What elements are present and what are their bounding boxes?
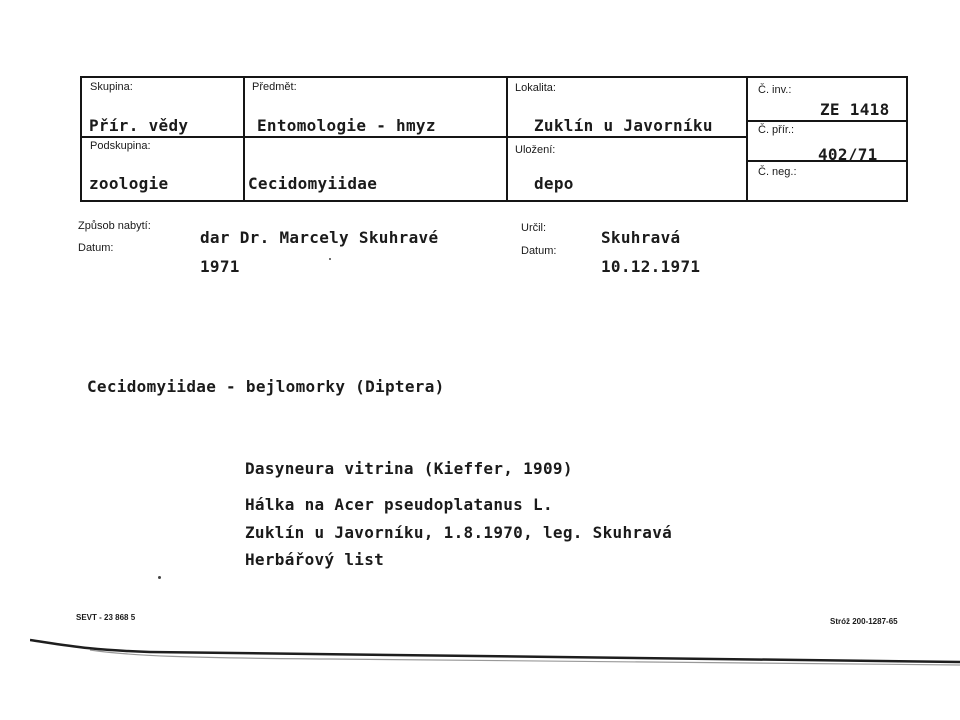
col-divider-1 [243, 78, 245, 200]
body-line: Dasyneura vitrina (Kieffer, 1909) [245, 459, 573, 478]
urcil-datum-label: Datum: [521, 245, 557, 257]
row-divider [82, 136, 746, 138]
datum-label: Datum: [78, 242, 114, 254]
skupina-label: Skupina: [90, 81, 133, 93]
body-line: Zuklín u Javorníku, 1.8.1970, leg. Skuhravá [245, 523, 673, 542]
ulozeni-value: depo [534, 174, 574, 193]
c-prir-value: 402/71 [818, 145, 878, 164]
lokalita-value: Zuklín u Javorníku [534, 116, 713, 135]
speck [329, 258, 331, 260]
zpusob-nabyti-label: Způsob nabytí: [78, 220, 151, 232]
header-table [80, 76, 908, 202]
col-divider-3 [746, 78, 748, 200]
body-line: Herbářový list [245, 550, 385, 569]
urcil-datum-value: 10.12.1971 [601, 257, 701, 276]
datum-value: 1971 [200, 257, 240, 276]
zpusob-nabyti-value: dar Dr. Marcely Skuhravé [200, 228, 439, 247]
c-prir-label: Č. přír.: [758, 124, 795, 136]
speck [158, 576, 161, 579]
body-heading: Cecidomyiidae - bejlomorky (Diptera) [87, 377, 445, 396]
footer-left: SEVT - 23 868 5 [76, 613, 136, 622]
podskupina-value: zoologie [89, 174, 169, 193]
footer-right: Stróž 200-1287-65 [830, 617, 898, 626]
podskupina-label: Podskupina: [90, 140, 151, 152]
family-value: Cecidomyiidae [248, 174, 378, 193]
lokalita-label: Lokalita: [515, 82, 556, 94]
urcil-value: Skuhravá [601, 228, 681, 247]
skupina-value: Přír. vědy [89, 116, 189, 135]
c-neg-label: Č. neg.: [758, 166, 797, 178]
predmet-value: Entomologie - hmyz [257, 116, 436, 135]
col-divider-2 [506, 78, 508, 200]
c-inv-label: Č. inv.: [758, 84, 792, 96]
inv-divider [748, 120, 906, 122]
c-inv-value: ZE 1418 [820, 100, 890, 119]
predmet-label: Předmět: [252, 81, 297, 93]
body-line: Hálka na Acer pseudoplatanus L. [245, 495, 553, 514]
ulozeni-label: Uložení: [515, 144, 556, 156]
urcil-label: Určil: [521, 222, 547, 234]
card-edge-shadow [30, 636, 960, 676]
